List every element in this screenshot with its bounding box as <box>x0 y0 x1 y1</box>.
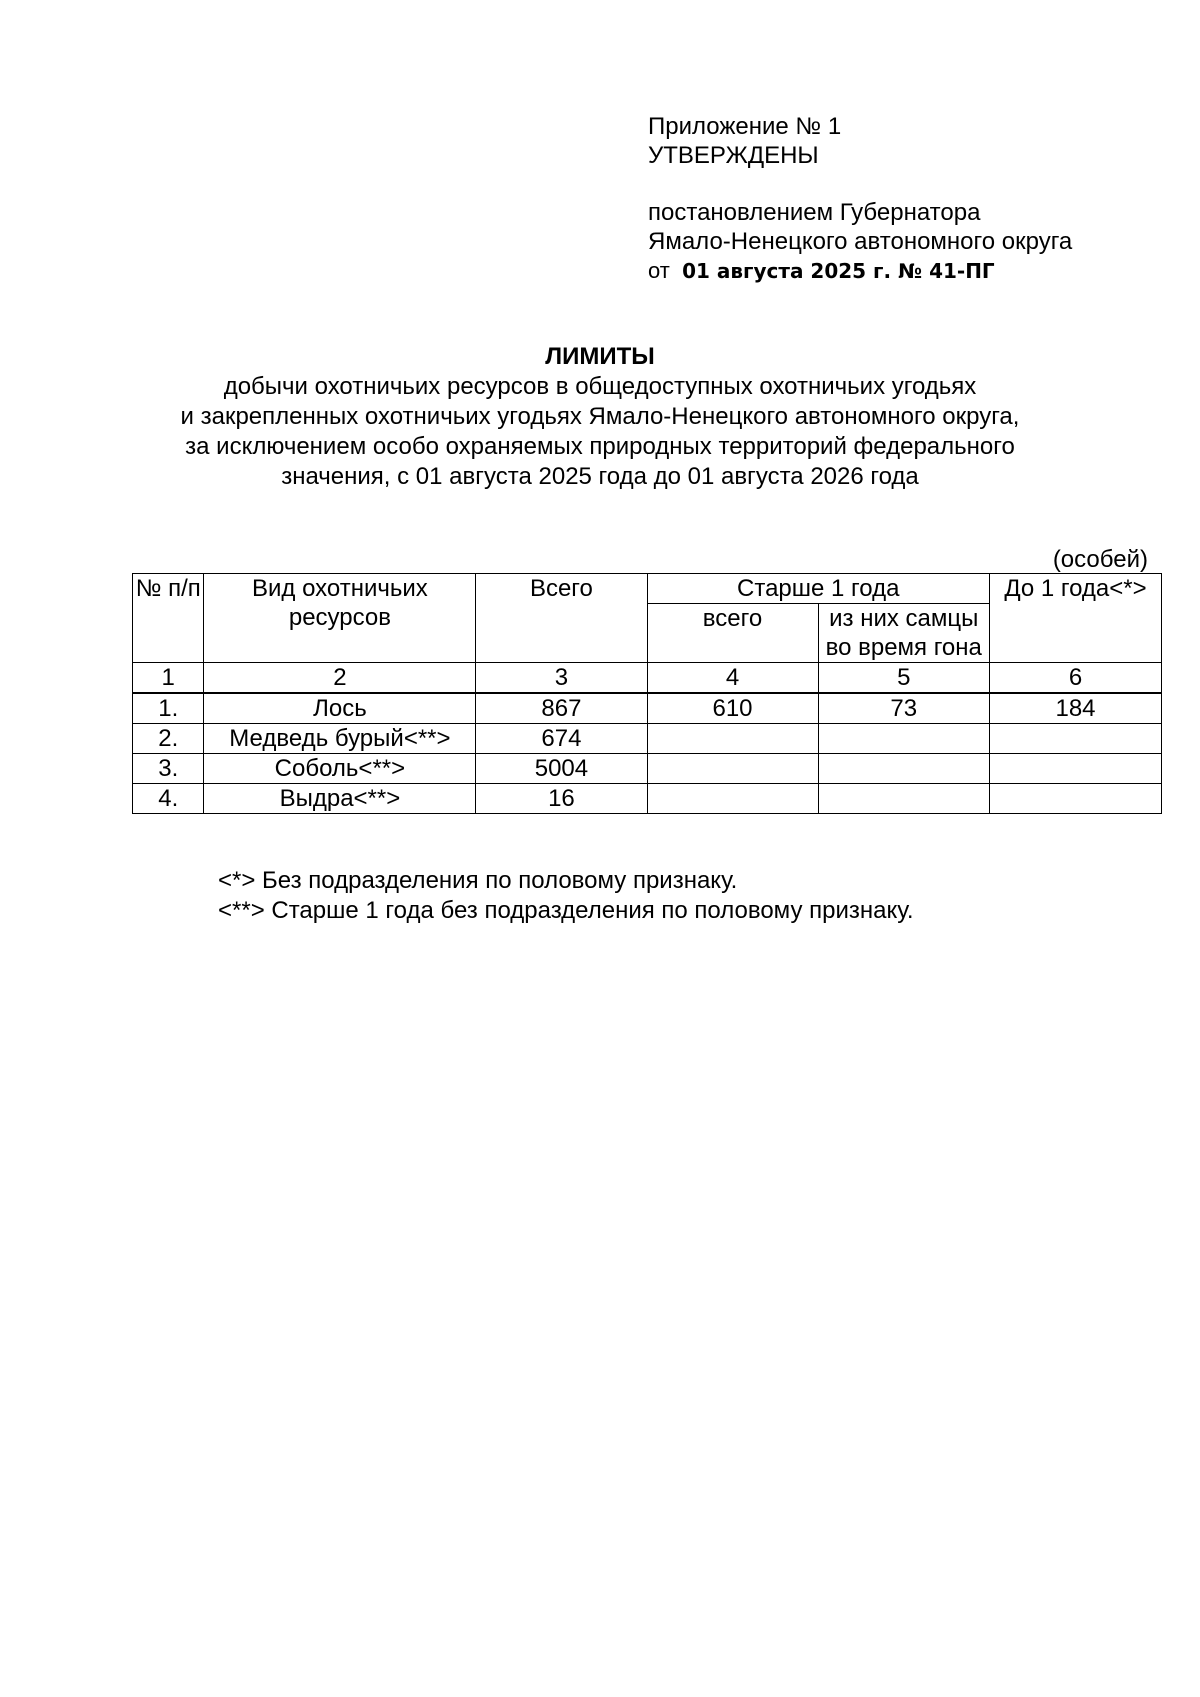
table-row <box>133 693 1162 724</box>
row-under-one <box>989 724 1161 754</box>
row-num: 2. <box>133 724 204 754</box>
row-species: Медведь бурый<**> <box>204 724 476 754</box>
table-row <box>133 754 1162 784</box>
resolution-label: постановлением Губернатора <box>648 199 981 226</box>
row-species: Соболь<**> <box>204 754 476 784</box>
row-under-one: 184 <box>989 693 1161 724</box>
column-number: 1 <box>133 663 204 694</box>
row-under-one <box>989 784 1161 814</box>
row-num: 3. <box>133 754 204 784</box>
row-total: 16 <box>476 784 647 814</box>
row-older-males <box>818 754 989 784</box>
row-total: 674 <box>476 724 647 754</box>
footnote: <**> Старше 1 года без подразделения по половому признаку. <box>218 897 914 924</box>
row-older-total <box>647 754 818 784</box>
date-prefix: от <box>648 258 670 283</box>
row-total: 5004 <box>476 754 647 784</box>
column-number: 4 <box>647 663 818 694</box>
header-species: Вид охотничьих ресурсов <box>204 574 476 663</box>
row-num: 1. <box>133 693 204 724</box>
header-num: № п/п <box>133 574 204 663</box>
header-older-group: Старше 1 года <box>647 574 989 604</box>
column-number: 6 <box>989 663 1161 694</box>
column-number: 5 <box>818 663 989 694</box>
column-number: 2 <box>204 663 476 694</box>
row-older-total: 610 <box>647 693 818 724</box>
row-species: Лось <box>204 693 476 724</box>
row-older-total <box>647 724 818 754</box>
footnote: <*> Без подразделения по половому признаку. <box>218 867 738 894</box>
limits-table <box>132 573 1162 814</box>
column-number: 3 <box>476 663 647 694</box>
row-total: 867 <box>476 693 647 724</box>
row-species: Выдра<**> <box>204 784 476 814</box>
subtitle-line: добычи охотничьих ресурсов в общедоступных охотничьих угодьях <box>223 373 977 400</box>
appendix-label: Приложение № 1 <box>648 113 842 140</box>
header-under-one: До 1 года<*> <box>989 574 1161 663</box>
row-older-total <box>647 784 818 814</box>
footnotes <box>218 866 914 926</box>
date-value: 01 августа 2025 г. № 41-ПГ <box>682 259 995 283</box>
row-num: 4. <box>133 784 204 814</box>
header-total: Всего <box>476 574 647 663</box>
column-number-row <box>133 663 1162 694</box>
approval-block <box>648 112 1072 286</box>
units-label: (особей) <box>1052 546 1148 573</box>
table-row <box>133 724 1162 754</box>
row-under-one <box>989 754 1161 784</box>
header-older-total: всего <box>647 604 818 663</box>
table-row <box>133 784 1162 814</box>
row-older-males: 73 <box>818 693 989 724</box>
row-older-males <box>818 724 989 754</box>
region-label: Ямало-Ненецкого автономного округа <box>648 228 1073 255</box>
resolution-date <box>648 256 1072 286</box>
document-title: ЛИМИТЫ <box>545 343 655 370</box>
document-title-block <box>0 342 1200 492</box>
header-row <box>133 574 1162 604</box>
header-older-males: из них самцы во время гона <box>818 604 989 663</box>
subtitle-line: за исключением особо охраняемых природных территорий федерального <box>185 433 1015 460</box>
subtitle-line: и закрепленных охотничьих угодьях Ямало-Ненецкого автономного округа, <box>180 403 1020 430</box>
approved-label: УТВЕРЖДЕНЫ <box>648 142 819 169</box>
subtitle-line: значения, с 01 августа 2025 года до 01 августа 2026 года <box>281 463 919 490</box>
row-older-males <box>818 784 989 814</box>
